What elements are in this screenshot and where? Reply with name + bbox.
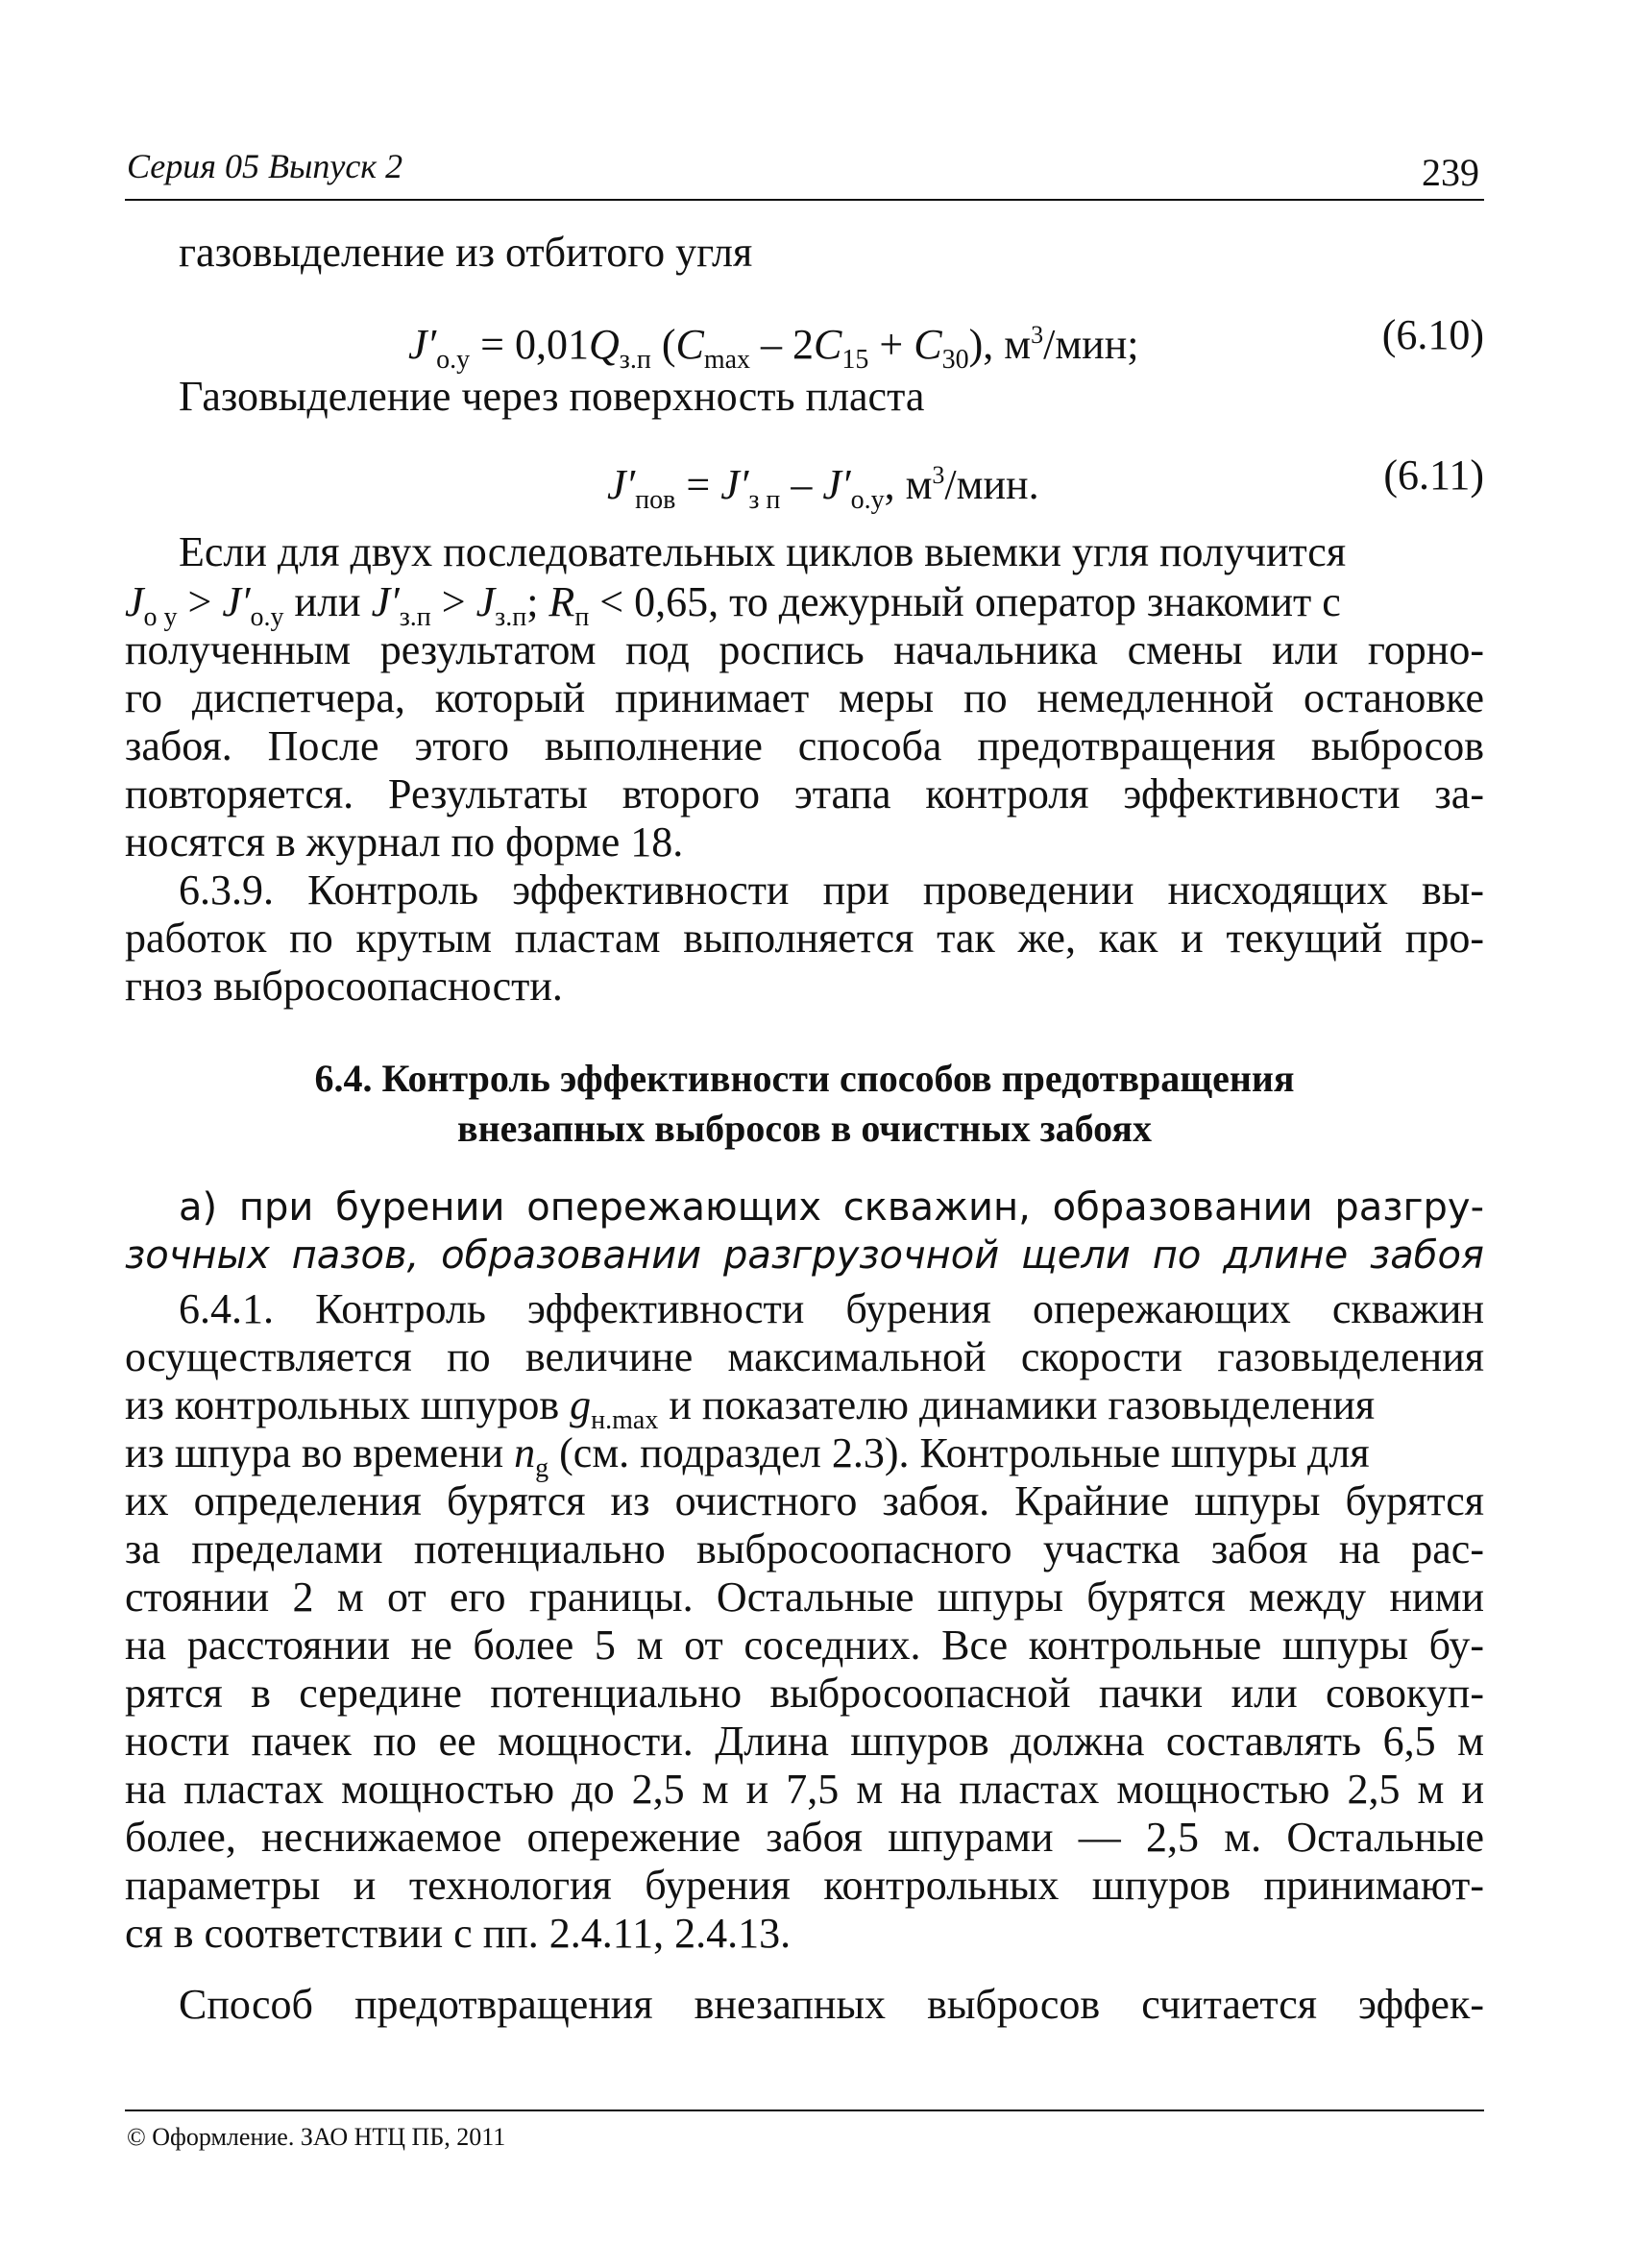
intro-text: газовыделение из отбитого угля [179, 229, 753, 276]
formula-superscript: 3 [1031, 321, 1044, 349]
paragraph-line: их определения бурятся из очистного забоя. Крайние шпуры бурятся [125, 1477, 1484, 1524]
formula-symbol: J [475, 578, 496, 625]
paragraph-line: ся в соответствии с пп. 2.4.11, 2.4.13. [125, 1910, 792, 1957]
paragraph-line: гноз выбросоопасности. [125, 963, 563, 1010]
formula-symbol: J′ [222, 578, 251, 625]
formula-subscript: п [574, 602, 590, 632]
gas-surface-title: Газовыделение через поверхность пласта [179, 373, 925, 420]
formula-text: = [675, 461, 721, 508]
formula-text: или [283, 578, 372, 625]
formula-subscript: 15 [841, 345, 869, 375]
formula-text: /мин. [944, 461, 1039, 508]
formula-subscript: 30 [941, 345, 969, 375]
formula-text: ; [526, 578, 549, 625]
formula-text: – [780, 461, 823, 508]
formula-subscript: з.п [495, 602, 527, 632]
formula-subscript: о у [143, 602, 178, 632]
formula-symbol: C [675, 321, 704, 368]
paragraph-line: более, неснижаемое опережение забоя шпурами — 2,5 м. Остальные [125, 1814, 1484, 1861]
paragraph-line: Способ предотвращения внезапных выбросов считается эффек- [179, 1981, 1484, 2028]
formula-symbol: g [570, 1381, 592, 1428]
paragraph-line: работок по крутым пластам выполняется так же, как и текущий про- [125, 915, 1484, 962]
formula-subscript: о.у [850, 485, 885, 515]
paragraph-line: го диспетчера, который принимает меры по немедленной остановке [125, 674, 1484, 721]
formula-text: и показателю динамики газовыделения [658, 1381, 1376, 1428]
formula-text: ( [650, 321, 676, 368]
formula-text: – 2 [750, 321, 815, 368]
paragraph-line: забоя. После этого выполнение способа предотвращения выбросов [125, 722, 1484, 769]
paragraph-line: параметры и технология бурения контрольных шпуров принимают- [125, 1862, 1484, 1909]
page-number: 239 [1422, 151, 1479, 194]
formula-symbol: J′ [607, 461, 636, 508]
formula-symbol: J′ [822, 461, 851, 508]
formula-subscript: max [703, 345, 751, 375]
running-header-series: Серия 05 Выпуск 2 [127, 147, 403, 185]
equation-number-6-11: (6.11) [1383, 451, 1484, 499]
section-heading-line: внезапных выбросов в очистных забоях [457, 1107, 1152, 1150]
paragraph-line: ности пачек по ее мощности. Длина шпуров должна составлять 6,5 м [125, 1718, 1484, 1765]
formula-superscript: 3 [932, 461, 945, 489]
paragraph-line: 6.3.9. Контроль эффективности при проведении нисходящих вы- [179, 866, 1484, 914]
formula-symbol: J′ [371, 578, 400, 625]
formula-text: > [177, 578, 223, 625]
paragraph-line: на пластах мощностью до 2,5 м и 7,5 м на пластах мощностью 2,5 м и [125, 1766, 1484, 1813]
section-heading-line: 6.4. Контроль эффективности способов предотвращения [314, 1057, 1295, 1100]
formula-text: из контрольных шпуров [125, 1381, 571, 1428]
formula-symbol: C [914, 321, 942, 368]
formula-text: (см. подраздел 2.3). Контрольные шпуры для [548, 1429, 1370, 1476]
formula-symbol: J′ [720, 461, 749, 508]
formula-text: из шпура во времени [125, 1429, 515, 1476]
formula-text: ), м [968, 321, 1032, 368]
paragraph-line: полученным результатом под роспись начальника смены или горно- [125, 626, 1484, 673]
formula-subscript: о.у [250, 602, 284, 632]
footer-divider [125, 2109, 1484, 2111]
formula-subscript: з.п [399, 602, 431, 632]
subheading-line: зочных пазов, образовании разгрузочной щели по длине забоя [125, 1233, 1484, 1278]
paragraph-line: носятся в журнал по форме 18. [125, 818, 684, 866]
subheading-line: а) при бурении опережающих скважин, образовании разгру- [179, 1185, 1484, 1230]
formula-symbol: n [514, 1429, 536, 1476]
formula-symbol: R [548, 578, 575, 625]
formula-subscript: н.max [591, 1405, 659, 1435]
paragraph-line: осуществляется по величине максимальной скорости газовыделения [125, 1333, 1484, 1380]
formula-text: , м [884, 461, 933, 508]
formula-symbol: J′ [408, 321, 437, 368]
footer-copyright: © Оформление. ЗАО НТЦ ПБ, 2011 [127, 2123, 506, 2151]
formula-subscript: пов [635, 485, 676, 515]
formula-subscript: з.п [619, 345, 651, 375]
equation-number-6-10: (6.10) [1381, 311, 1484, 358]
formula-text: < 0,65, то дежурный оператор знакомит с [589, 578, 1341, 625]
paragraph-line: за пределами потенциально выбросоопасного участка забоя на рас- [125, 1525, 1484, 1573]
formula-subscript: з п [748, 485, 781, 515]
formula-text: + [868, 321, 914, 368]
formula-text: > [430, 578, 476, 625]
formula-symbol: C [814, 321, 842, 368]
formula-text: = 0,01 [470, 321, 589, 368]
formula-symbol: J [125, 578, 144, 625]
formula-symbol: Q [588, 321, 620, 368]
paragraph-line: стоянии 2 м от его границы. Остальные шпуры бурятся между ними [125, 1573, 1484, 1621]
paragraph-line: рятся в середине потенциально выбросоопасной пачки или совокуп- [125, 1670, 1484, 1717]
formula-subscript: g [535, 1453, 549, 1483]
paragraph-line: Если для двух последовательных циклов выемки угля получится [179, 528, 1347, 575]
paragraph-line: на расстоянии не более 5 м от соседних. Все контрольные шпуры бу- [125, 1622, 1484, 1669]
formula-subscript: о.у [436, 345, 471, 375]
formula-6-11 [607, 450, 1039, 526]
paragraph-line: 6.4.1. Контроль эффективности бурения опережающих скважин [179, 1285, 1484, 1332]
paragraph-line: повторяется. Результаты второго этапа контроля эффективности за- [125, 770, 1484, 817]
header-divider [125, 199, 1484, 201]
formula-text: /мин; [1043, 321, 1139, 368]
